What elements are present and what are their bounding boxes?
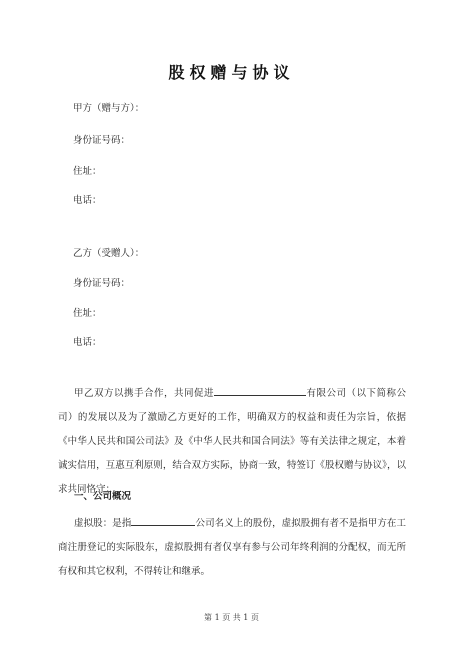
section-1-text-rest: 公司名义上的股份，虚拟股拥有者不是指甲方在工商注册登记的实际股东，虚拟股拥有者仅享有参与公司年终利润的分配权，而无所有权和其它权利，不得转让和继承。 [58, 518, 406, 577]
party-b-address-label: 住址： [73, 308, 102, 319]
virtual-share-company-blank [131, 516, 195, 526]
intro-text-rest: 有限公司（以下简称公司）的发展以及为了激励乙方更好的工作，明确双方的权益和责任为宗旨，依据《中华人民共和国公司法》及《中华人民共和国合同法》等有关法律之规定，本着诚实信用，互惠互利原则，结合双方实际，协商一致，特签订《股权赠与协议》，以求共同恪守： [58, 388, 406, 495]
section-1-paragraph [58, 512, 406, 584]
company-name-blank [214, 386, 306, 396]
page-number-footer: 第 1 页 共 1 页 [204, 613, 259, 622]
party-b-label: 乙方（受赠人）： [73, 248, 145, 259]
intro-paragraph [58, 382, 406, 502]
party-a-phone-label: 电话： [73, 195, 102, 206]
party-b-phone-label: 电话： [73, 337, 102, 348]
party-a-address-label: 住址： [73, 166, 102, 177]
party-b-id-label: 身份证号码： [73, 278, 131, 289]
intro-text-start: 甲乙双方以携手合作，共同促进 [74, 388, 214, 399]
section-1-text-start: 虚拟股：是指 [74, 518, 132, 529]
party-a-label: 甲方（赠与方）： [73, 103, 145, 114]
party-a-id-label: 身份证号码： [73, 135, 131, 146]
document-title: 股权赠与协议 [168, 63, 295, 82]
section-1-heading: 一、公司概况 [74, 491, 132, 502]
